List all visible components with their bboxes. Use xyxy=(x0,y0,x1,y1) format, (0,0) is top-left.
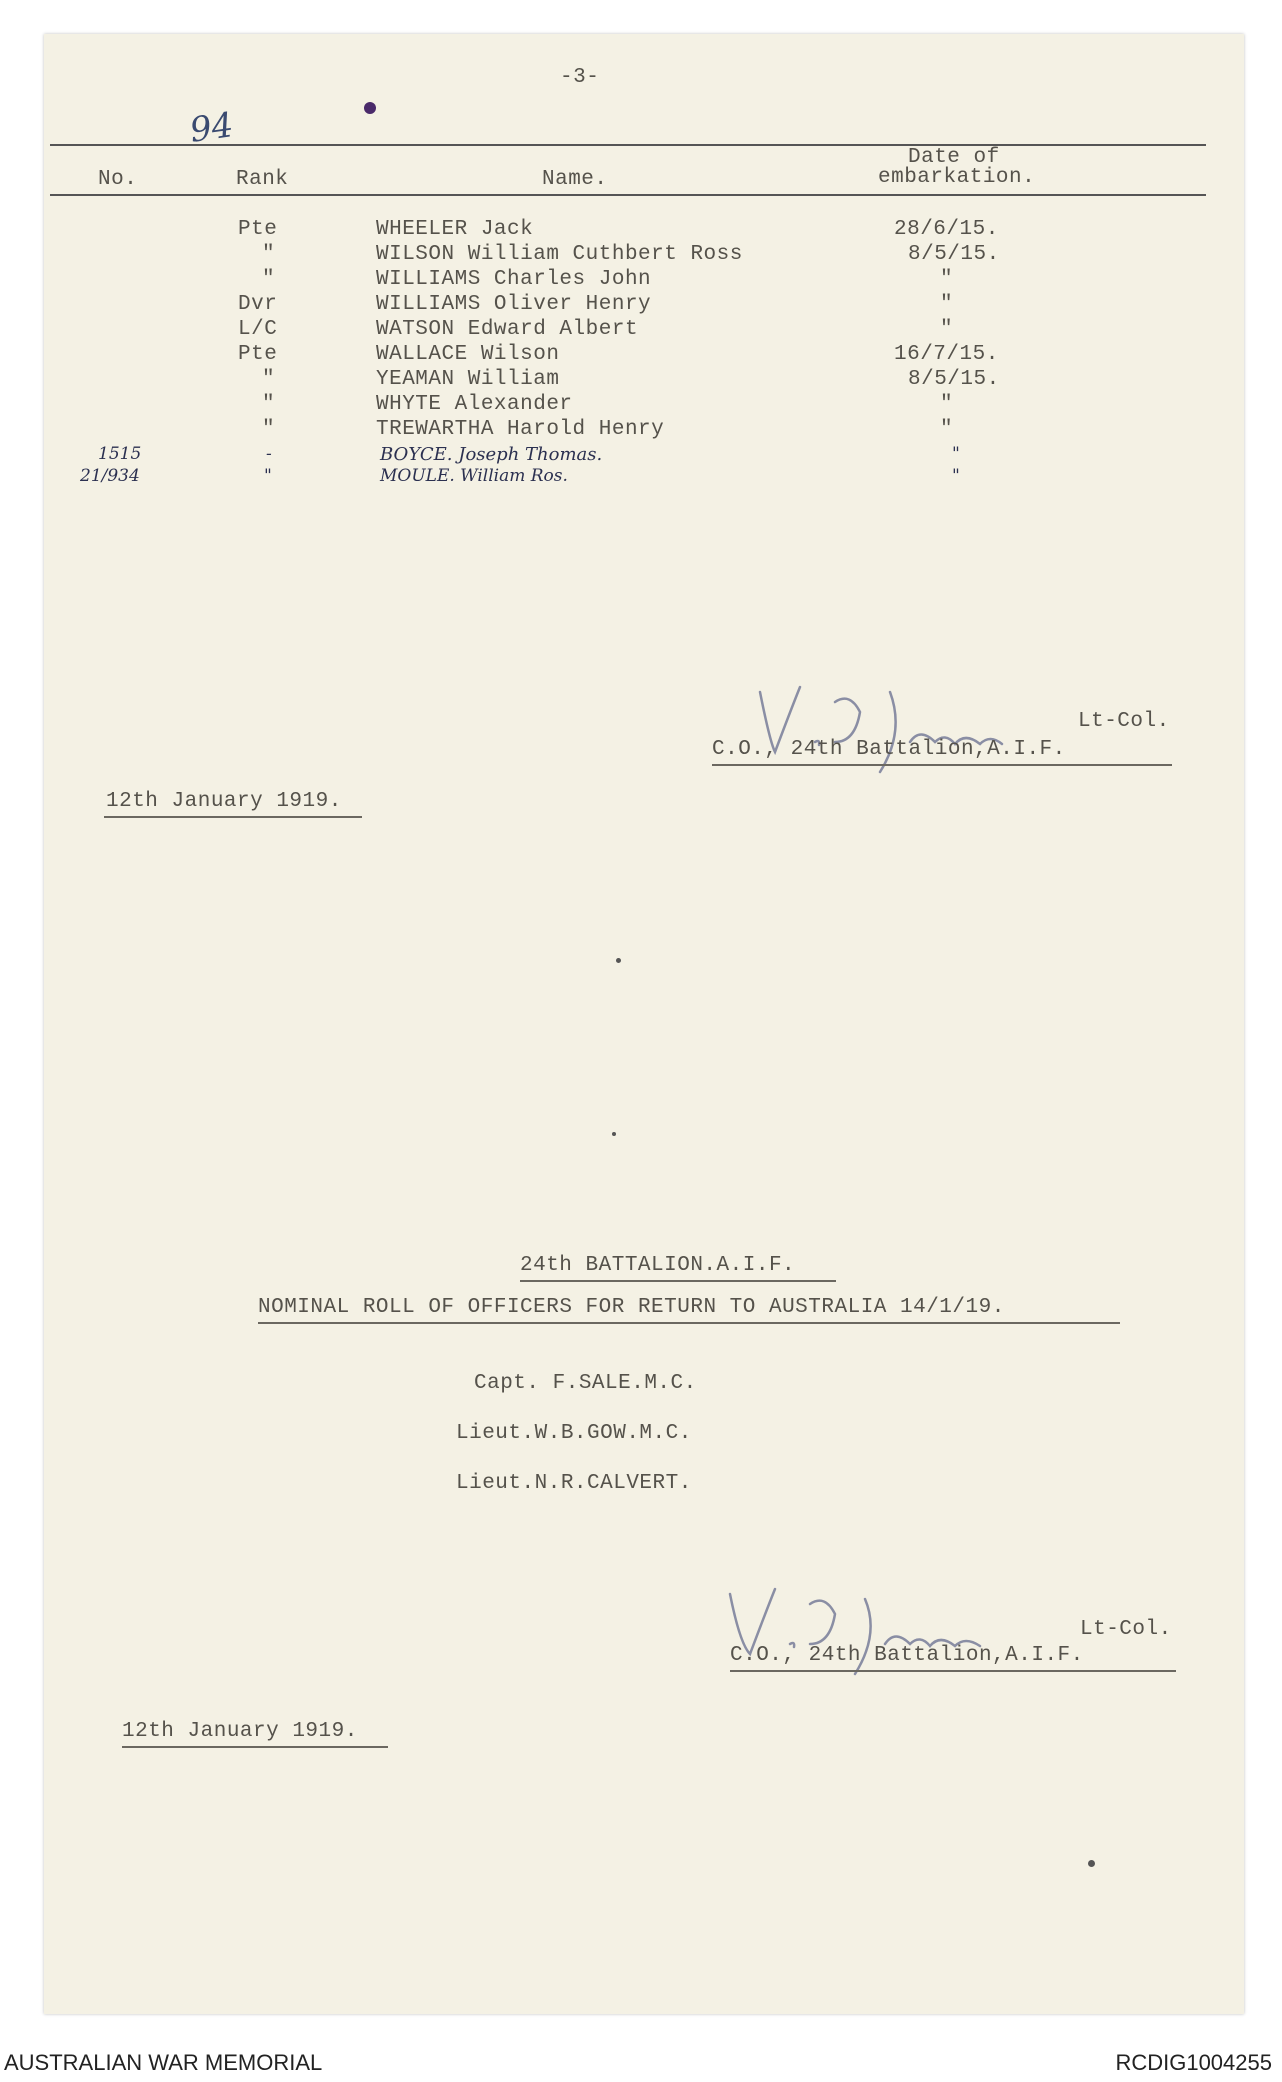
handwritten-row-name: BOYCE. Joseph Thomas. xyxy=(380,444,603,465)
paper-speck xyxy=(1088,1860,1095,1867)
table-row-name: WHEELER Jack xyxy=(376,218,534,241)
handwritten-row-date: " xyxy=(952,444,960,464)
officer-1: Capt. F.SALE.M.C. xyxy=(474,1372,697,1395)
signature-1-rank: Lt-Col. xyxy=(1078,710,1170,733)
table-row-name: WHYTE Alexander xyxy=(376,393,573,416)
signature-2-unit: C.O., 24th Battalion,A.I.F. xyxy=(730,1644,1084,1667)
table-row-rank: Dvr xyxy=(238,293,278,316)
header-no: No. xyxy=(98,168,138,191)
table-header-rule xyxy=(50,194,1206,196)
header-rank: Rank xyxy=(236,168,289,191)
table-row-date: 28/6/15. xyxy=(894,218,999,241)
table-row-name: WILSON William Cuthbert Ross xyxy=(376,243,743,266)
table-top-rule xyxy=(50,144,1206,146)
table-row-name: WALLACE Wilson xyxy=(376,343,560,366)
handwritten-row-no: 21/934 xyxy=(80,466,140,486)
table-row-rank: " xyxy=(262,393,276,416)
page-number: -3- xyxy=(560,66,600,89)
table-row-date: 8/5/15. xyxy=(908,243,1000,266)
table-row-date: " xyxy=(940,293,954,316)
table-row-date: " xyxy=(940,318,954,341)
battalion-title-underline xyxy=(520,1280,836,1282)
handwritten-row-date: " xyxy=(952,466,960,486)
table-row-rank: " xyxy=(262,243,276,266)
table-row-date: 8/5/15. xyxy=(908,368,1000,391)
table-row-date: " xyxy=(940,268,954,291)
table-row-name: YEAMAN William xyxy=(376,368,560,391)
officer-3: Lieut.N.R.CALVERT. xyxy=(456,1472,692,1495)
table-row-date: " xyxy=(940,418,954,441)
signature-2-rank: Lt-Col. xyxy=(1080,1618,1172,1641)
header-date-line1: Date of xyxy=(908,146,1000,169)
paper-speck xyxy=(616,958,621,963)
officer-2: Lieut.W.B.GOW.M.C. xyxy=(456,1422,692,1445)
signature-1-unit: C.O., 24th Battalion,A.I.F. xyxy=(712,738,1066,761)
document-page xyxy=(44,34,1244,2014)
handwritten-row-no: 1515 xyxy=(98,444,142,464)
battalion-title: 24th BATTALION.A.I.F. xyxy=(520,1254,796,1277)
header-date-line2: embarkation. xyxy=(878,166,1036,189)
table-row-rank: Pte xyxy=(238,343,278,366)
ink-dot xyxy=(364,102,376,114)
roll-subtitle: NOMINAL ROLL OF OFFICERS FOR RETURN TO AUSTRALIA 14/1/19. xyxy=(258,1296,1005,1319)
table-row-name: TREWARTHA Harold Henry xyxy=(376,418,665,441)
table-row-date: 16/7/15. xyxy=(894,343,999,366)
table-row-rank: Pte xyxy=(238,218,278,241)
signature-1-date-underline xyxy=(104,816,362,818)
signature-2 xyxy=(710,1574,1010,1684)
table-row-name: WILLIAMS Charles John xyxy=(376,268,652,291)
signature-2-date: 12th January 1919. xyxy=(122,1720,358,1743)
footer-left: AUSTRALIAN WAR MEMORIAL xyxy=(4,2050,323,2075)
handwritten-row-name: MOULE. William Ros. xyxy=(380,466,568,486)
footer-right: RCDIG1004255 xyxy=(1115,2050,1272,2075)
signature-1-date: 12th January 1919. xyxy=(106,790,342,813)
table-row-rank: " xyxy=(262,418,276,441)
table-row-name: WILLIAMS Oliver Henry xyxy=(376,293,652,316)
roll-subtitle-underline xyxy=(258,1322,1120,1324)
paper-speck xyxy=(612,1132,616,1136)
signature-1-underline xyxy=(712,764,1172,766)
table-row-rank: " xyxy=(262,268,276,291)
folio-number: 94 xyxy=(187,105,236,151)
signature-2-underline xyxy=(730,1670,1176,1672)
table-row-rank: " xyxy=(262,368,276,391)
table-row-rank: L/C xyxy=(238,318,278,341)
table-row-name: WATSON Edward Albert xyxy=(376,318,639,341)
header-name: Name. xyxy=(542,168,608,191)
handwritten-row-rank: - xyxy=(266,444,272,464)
table-row-date: " xyxy=(940,393,954,416)
handwritten-row-rank: " xyxy=(264,466,272,486)
signature-2-date-underline xyxy=(122,1746,388,1748)
